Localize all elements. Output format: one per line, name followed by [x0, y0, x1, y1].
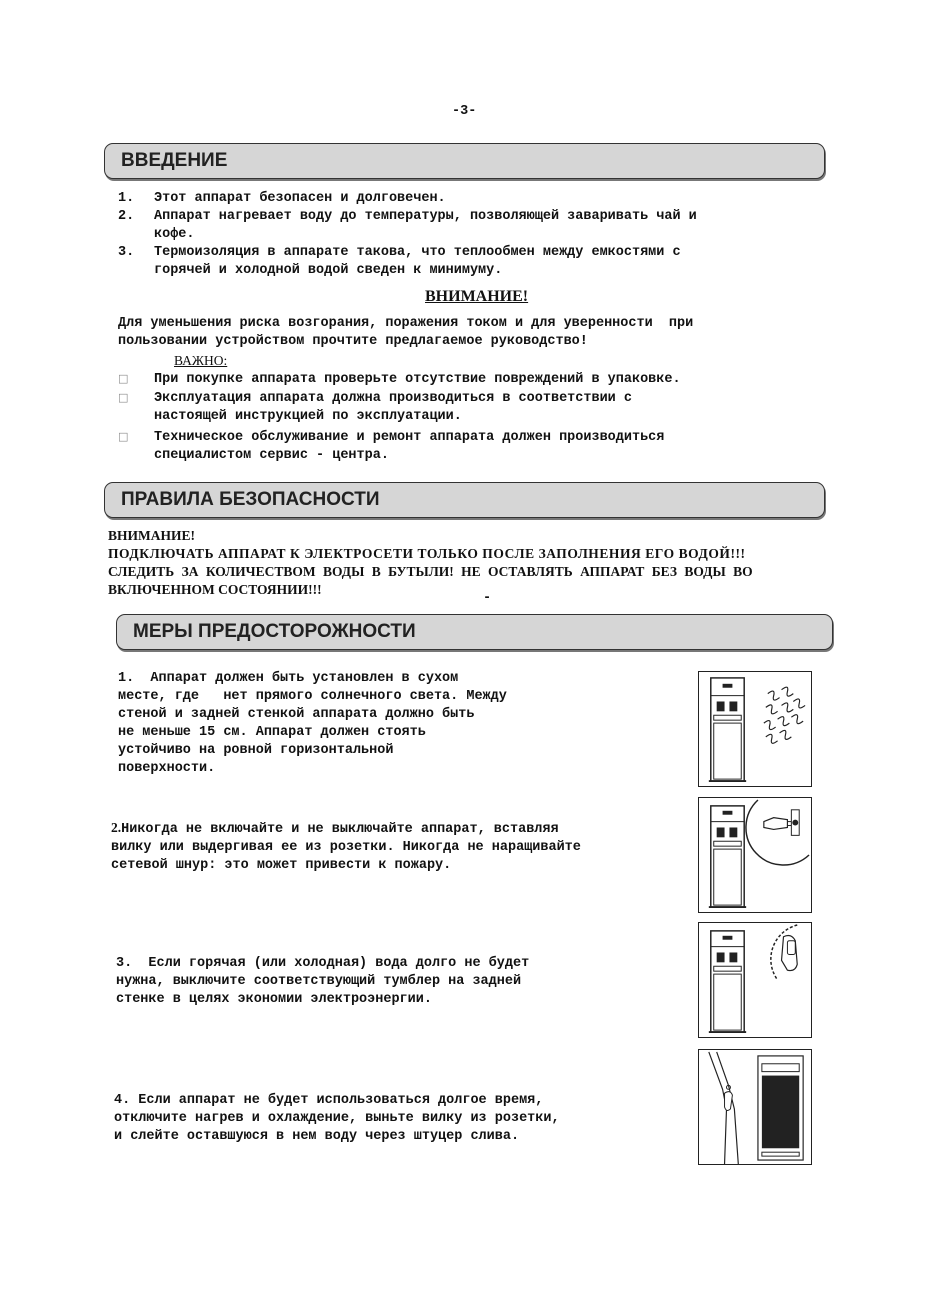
figure-switch-icon [698, 922, 812, 1038]
important-list [118, 370, 681, 465]
attention-heading: ВНИМАНИЕ! [425, 288, 529, 305]
list-item: □ Эксплуатация аппарата должна производиться в соответствии с [118, 391, 632, 406]
section-title: МЕРЫ ПРЕДОСТОРОЖНОСТИ [133, 621, 416, 642]
figure-drain-icon [698, 1049, 812, 1165]
checkbox-bullet-icon: □ [118, 391, 129, 404]
attention-text: Для уменьшения риска возгорания, поражения током и для уверенности при пользовании устройством прочтите предлагаемое руководство! [118, 316, 694, 349]
section-title: ВВЕДЕНИЕ [121, 150, 228, 171]
list-item: □ При покупке аппарата проверьте отсутствие повреждений в упаковке. [118, 372, 681, 387]
list-item: 1. Этот аппарат безопасен и долговечен. [118, 191, 446, 206]
precaution-item-3: 3. Если горячая (или холодная) вода долго не будет нужна, выключите соответствующий тумблер на задней стенке в целях экономии электроэнергии. [116, 956, 530, 1007]
page-number: -3- [452, 104, 477, 119]
precaution-item-1: 1. Аппарат должен быть установлен в сухом месте, где нет прямого солнечного света. Между стеной и задней стенкой аппарата должно быть не меньше 15 см. Аппарат должен стоять устойчиво на ровной горизонтальной поверхности. [118, 671, 507, 776]
important-label: ВАЖНО: [174, 353, 228, 368]
figure-dry-place-icon [698, 671, 812, 787]
section-title: ПРАВИЛА БЕЗОПАСНОСТИ [121, 489, 380, 510]
intro-list [118, 190, 697, 280]
list-item: 3. Термоизоляция в аппарате такова, что теплообмен между емкостями с [118, 245, 681, 260]
list-item-cont: специалистом сервис - центра. [154, 448, 389, 463]
list-item-cont: кофе. [154, 227, 195, 242]
stray-mark: - [483, 591, 492, 606]
list-item-cont: горячей и холодной водой сведен к минимуму. [154, 263, 503, 278]
list-item-cont: настоящей инструкцией по эксплуатации. [154, 409, 462, 424]
figure-plug-socket-icon [698, 797, 812, 913]
checkbox-bullet-icon: □ [118, 372, 129, 385]
list-item: □ Техническое обслуживание и ремонт аппарата должен производиться [118, 430, 665, 445]
list-item: 2. Аппарат нагревает воду до температуры, позволяющей заваривать чай и [118, 209, 697, 224]
precaution-item-2: 2.Никогда не включайте и не выключайте аппарат, вставляя вилку или выдергивая ее из розетки. Никогда не наращивайте сетевой шнур: это может привести к пожару. [111, 820, 581, 873]
precaution-item-4: 4. Если аппарат не будет использоваться долгое время, отключите нагрев и охлаждение, выньте вилку из розетки, и слейте оставшуюся в нем воду через штуцер слива. [114, 1093, 560, 1144]
section-header-intro [104, 143, 825, 179]
safety-text: ВНИМАНИЕ! ПОДКЛЮЧАТЬ АППАРАТ К ЭЛЕКТРОСЕТИ ТОЛЬКО ПОСЛЕ ЗАПОЛНЕНИЯ ЕГО ВОДОЙ!!! СЛЕДИТЬ ЗА КОЛИЧЕСТВОМ ВОДЫ В БУТЫЛИ! НЕ ОСТАВЛЯТЬ АППАРАТ БЕЗ ВОДЫ ВО ВКЛЮЧЕННОМ СОСТОЯНИИ!!! [108, 528, 753, 597]
section-header-precautions [116, 614, 833, 650]
checkbox-bullet-icon: □ [118, 430, 129, 443]
section-header-safety [104, 482, 825, 518]
